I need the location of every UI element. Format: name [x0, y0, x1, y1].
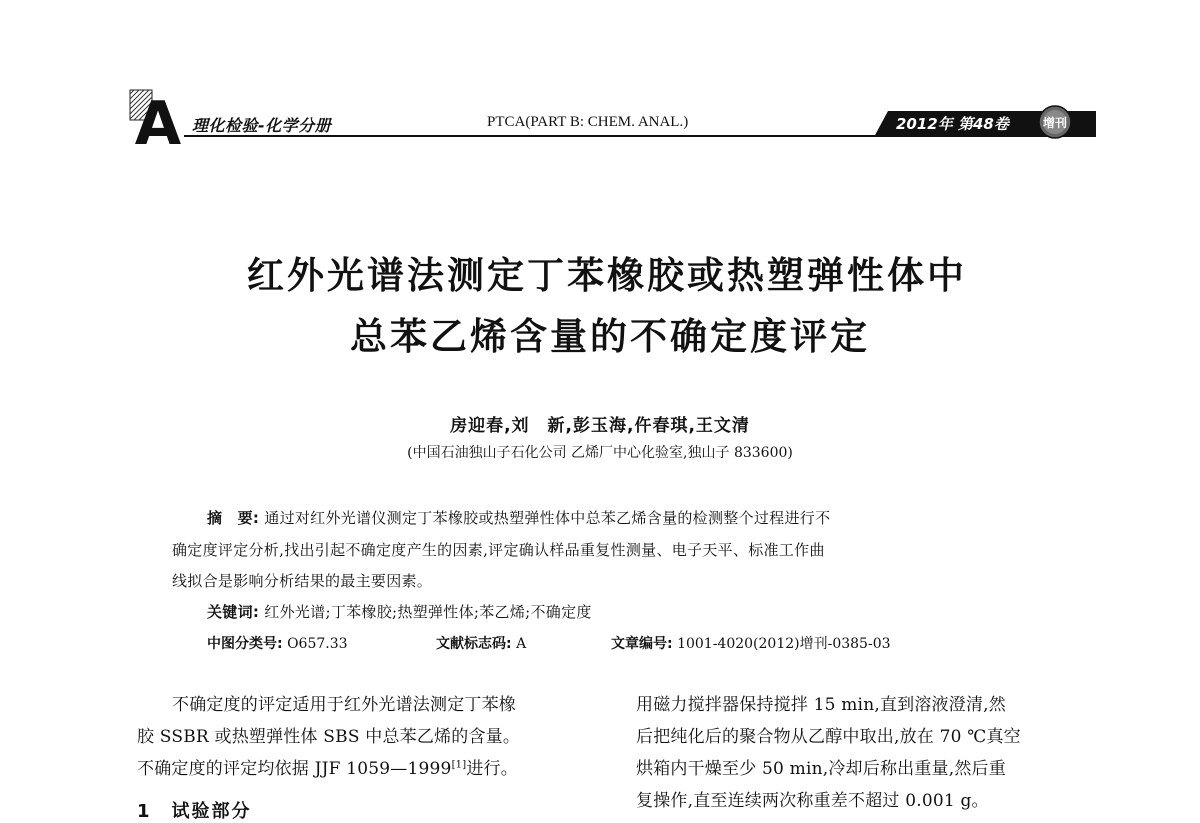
article-authors: 房迎春,刘 新,彭玉海,仵春琪,王文清	[450, 416, 750, 436]
right-column-line-3: 烘箱内干燥至少 50 min,冷却后称出重量,然后重	[636, 759, 1006, 779]
left-column-line-2: 胶 SSBR 或热塑弹性体 SBS 中总苯乙烯的含量。	[137, 727, 521, 747]
abstract-text-1: 通过对红外光谱仪测定丁苯橡胶或热塑弹性体中总苯乙烯含量的检测整个过程进行不	[264, 509, 831, 527]
section-heading: 1 试验部分	[137, 801, 252, 822]
supplement-badge	[1038, 105, 1072, 139]
clc-value: O657.33	[287, 636, 348, 652]
left-column-line-3-text: 不确定度的评定均依据 JJF 1059—1999	[137, 759, 452, 779]
abstract-line-3: 线拟合是影响分析结果的最主要因素。	[172, 572, 433, 590]
right-column-line-4: 复操作,直至连续两次称重差不超过 0.001 g。	[636, 791, 989, 811]
keywords-text: 红外光谱;丁苯橡胶;热塑弹性体;苯乙烯;不确定度	[264, 603, 592, 621]
journal-logo-icon	[128, 88, 188, 146]
article-title-line-2: 总苯乙烯含量的不确定度评定	[350, 315, 870, 358]
abstract-line-2: 确定度评定分析,找出引起不确定度产生的因素,评定确认样品重复性测量、电子天平、标准工作曲	[172, 541, 825, 559]
left-column-line-1: 不确定度的评定适用于红外光谱法测定丁苯橡	[172, 695, 516, 715]
left-column-line-3-end: 进行。	[466, 759, 518, 779]
article-number-value: 1001-4020(2012)增刊-0385-03	[677, 636, 891, 652]
keywords-line	[207, 601, 592, 622]
clc-number	[207, 633, 348, 653]
article-affiliation: (中国石油独山子石化公司 乙烯厂中心化验室,独山子 833600)	[407, 445, 793, 461]
right-column-line-2: 后把纯化后的聚合物从乙醇中取出,放在 70 ℃真空	[636, 727, 1021, 747]
article-title-line-1: 红外光谱法测定丁苯橡胶或热塑弹性体中	[247, 254, 967, 297]
left-column-line-3	[137, 754, 518, 779]
abstract-line-1	[207, 507, 830, 528]
journal-name: 理化检验-化学分册	[192, 116, 332, 135]
keywords-label: 关键词:	[207, 603, 260, 621]
document-code-value: A	[516, 636, 527, 652]
document-code-label: 文献标志码:	[436, 636, 512, 652]
article-number	[611, 633, 891, 653]
clc-label: 中图分类号:	[207, 636, 283, 652]
abstract-label: 摘 要:	[207, 509, 260, 527]
reference-marker: [1]	[451, 759, 467, 771]
svg-text:A: A	[134, 89, 182, 146]
article-number-label: 文章编号:	[611, 636, 673, 652]
journal-abbreviation: PTCA(PART B: CHEM. ANAL.)	[487, 114, 689, 130]
supplement-badge-label: 增刊	[1042, 116, 1068, 130]
right-column-line-1: 用磁力搅拌器保持搅拌 15 min,直到溶液澄清,然	[636, 695, 1006, 715]
issue-label: 2012年 第48卷	[896, 115, 1009, 133]
document-code	[436, 633, 526, 653]
